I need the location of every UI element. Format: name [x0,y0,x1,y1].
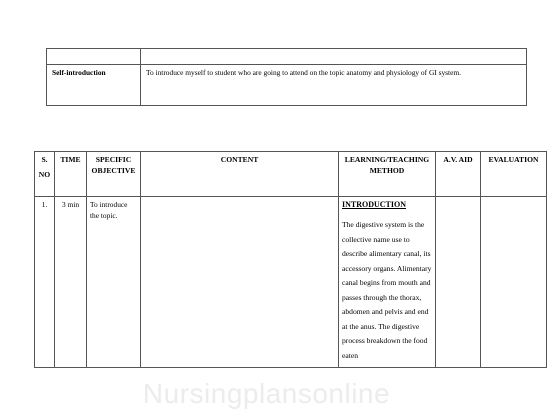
evaluation-header: EVALUATION [481,152,547,197]
empty-cell [141,49,527,65]
introduction-heading: INTRODUCTION [342,200,407,209]
av-aid-cell [436,197,481,368]
self-introduction-row [47,65,527,106]
sno-header-line1: S. [41,155,48,164]
time-header: TIME [55,152,87,197]
content-cell [141,197,339,368]
sno-header [35,152,55,197]
lesson-plan-table [34,151,547,368]
introduction-text: The digestive system is the collective name use to describe alimentary canal, its accessory organs. Alimentary canal begins from mouth and passes through the thorax, abdomen and pelvis and end at the anus. The digestive process breakdown the food eaten [342,220,432,360]
self-introduction-table [46,48,527,106]
method-cell [339,197,436,368]
header-row [35,152,547,197]
objective-header: SPECIFIC OBJECTIVE [87,152,141,197]
av-aid-header: A.V. AID [436,152,481,197]
objective-cell: To introduce the topic. [87,197,141,368]
evaluation-cell [481,197,547,368]
empty-cell [47,49,141,65]
empty-header-row [47,49,527,65]
self-introduction-label: Self-introduction [47,65,141,106]
table-row [35,197,547,368]
content-header: CONTENT [141,152,339,197]
sno-cell: 1. [35,197,55,368]
self-introduction-text: To introduce myself to student who are going to attend on the topic anatomy and physiology of GI system. [141,65,527,106]
time-cell: 3 min [55,197,87,368]
watermark: Nursingplansonline [142,378,391,409]
sno-header-line2: NO [38,170,51,179]
method-header: LEARNING/TEACHING METHOD [339,152,436,197]
